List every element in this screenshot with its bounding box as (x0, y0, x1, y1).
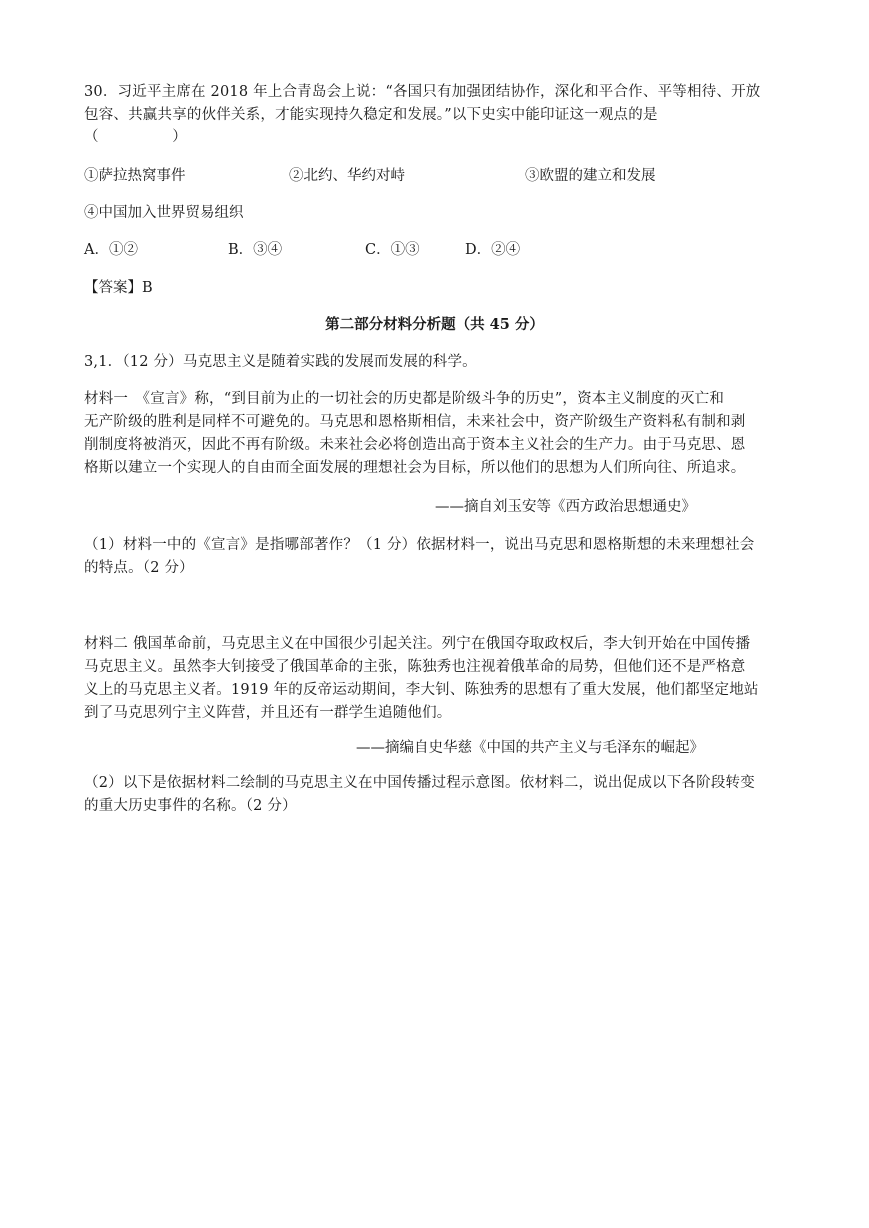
q31-subquestion-2 (84, 772, 784, 818)
section-heading: 第二部分材料分析题（共 45 分） (325, 316, 544, 333)
q30-option-a: A．①② (84, 242, 138, 258)
subquestion-1-line: （1）材料一中的《宣言》是指哪部著作？（1 分）依据材料一，说出马克思和恩格斯想的未来理想社会 (84, 537, 755, 553)
material-one-source: ——摘自刘玉安等《西方政治思想通史》 (435, 499, 696, 515)
q31-material-one (84, 388, 784, 480)
q30-item-2: ②北约、华约对峙 (289, 168, 405, 184)
material-one-line: 无产阶级的胜利是同样不可避免的。马克思和恩格斯相信，未来社会中，资产阶级生产资料私有制和剥 (84, 414, 746, 430)
material-two-line: 义上的马克思主义者。1919 年的反帝运动期间，李大钊、陈独秀的思想有了重大发展，他们都坚定地站 (84, 682, 759, 698)
material-two-source: ——摘编自史华慈《中国的共产主义与毛泽东的崛起》 (356, 740, 704, 756)
subquestion-1-line: 的特点。（2 分） (84, 560, 194, 576)
material-two-line: 到了马克思列宁主义阵营，并且还有一群学生追随他们。 (84, 705, 452, 721)
q30-item-1: ①萨拉热窝事件 (84, 168, 186, 184)
q30-stem-line1: 30．习近平主席在 2018 年上合青岛会上说：“各国只有加强团结协作，深化和平合作、平等相待、开放 (84, 84, 761, 100)
material-two-line: 马克思主义。虽然李大钊接受了俄国革命的主张，陈独秀也注视着俄革命的局势，但他们还不是严格意 (84, 659, 746, 675)
q30-option-b: B．③④ (228, 242, 283, 258)
subquestion-2-line: （2）以下是依据材料二绘制的马克思主义在中国传播过程示意图。依材料二，说出促成以下各阶段转变 (84, 775, 755, 791)
q30-stem-line2: 包容、共赢共享的伙伴关系，才能实现持久稳定和发展。”以下史实中能印证这一观点的是 (84, 107, 658, 123)
q30-item-3: ③欧盟的建立和发展 (525, 168, 656, 184)
q30-answer-blank: （ ） (84, 129, 187, 145)
q30-option-d: D．②④ (465, 242, 521, 258)
q30-answer: 【答案】B (84, 280, 153, 296)
q30-option-c: C．①③ (365, 242, 420, 258)
q31-intro: 3,1．（12 分）马克思主义是随着实践的发展而发展的科学。 (84, 354, 477, 370)
material-one-line: 材料一 《宣言》称，“到目前为止的一切社会的历史都是阶级斗争的历史”，资本主义制度的灭亡和 (84, 391, 725, 407)
material-one-line: 格斯以建立一个实现人的自由而全面发展的理想社会为目标，所以他们的思想为人们所向往、所追求。 (84, 460, 746, 476)
material-one-line: 削制度将被消灭，因此不再有阶级。未来社会必将创造出高于资本主义社会的生产力。由于马克思、恩 (84, 437, 746, 453)
q31-subquestion-1 (84, 534, 784, 580)
q31-material-two (84, 633, 784, 725)
q30-item-4: ④中国加入世界贸易组织 (84, 205, 244, 221)
material-two-line: 材料二 俄国革命前，马克思主义在中国很少引起关注。列宁在俄国夺取政权后，李大钊开始在中国传播 (84, 636, 751, 652)
subquestion-2-line: 的重大历史事件的名称。（2 分） (84, 798, 297, 814)
